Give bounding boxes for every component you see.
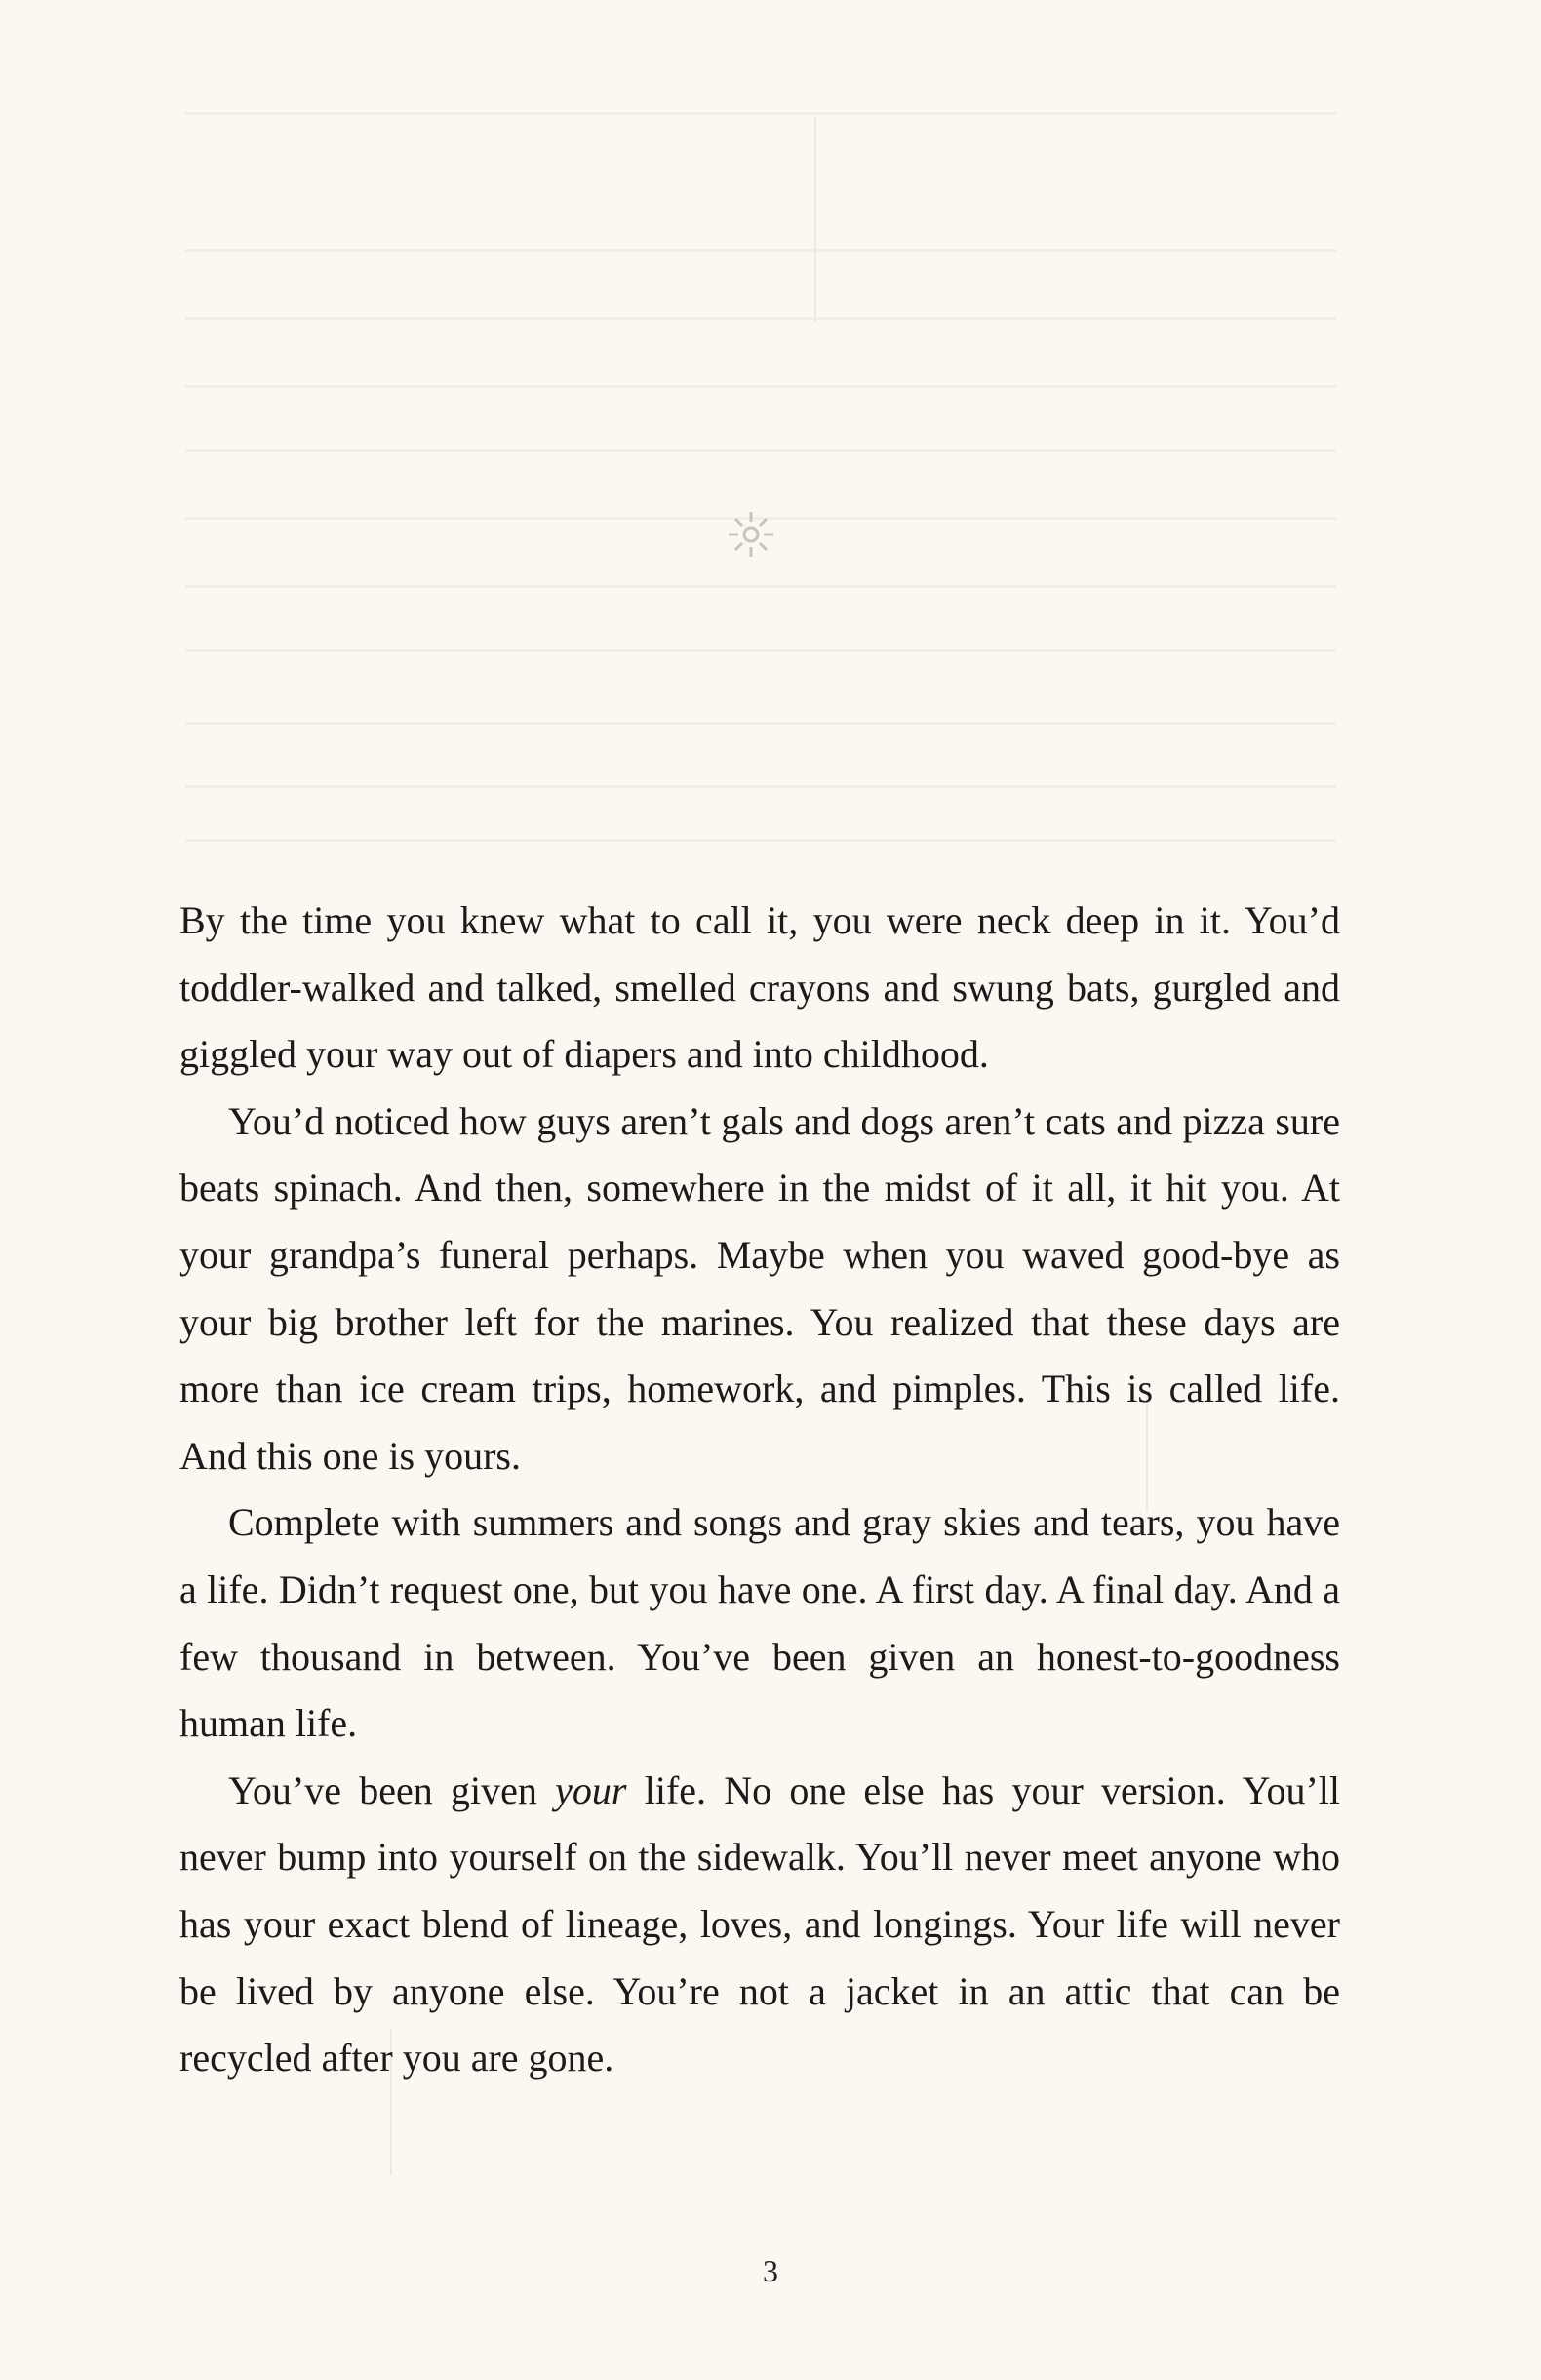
paragraph-4-rest: life. No one else has your version. You’ll never bump into yourself on the sidewalk. You’ll never meet anyone who has your exact blend of lineage, loves, and longings. Your life will never be lived by anyone else. You’re not a jacket in an attic that can be recycled after you are gone. <box>179 1767 1341 2081</box>
emphasis-word: your <box>555 1767 627 1812</box>
paragraph-1: By the time you knew what to call it, you were neck deep in it. You’d toddler-walked and talked, smelled crayons and swung bats, gurgled and giggled your way out of diapers and into childhood. <box>179 898 1340 1077</box>
paragraph-2: You’d noticed how guys aren’t gals and dogs aren’t cats and pizza sure beats spinach. And then, somewhere in the midst of it all, it hit you. At your grandpa’s funeral perhaps. Maybe when you waved good-bye as your big brother left for the marines. You realized that these days are more than ice cream trips, homework, and pimples. This is called life. And this one is yours. <box>179 1098 1340 1478</box>
paragraph-4 <box>179 1758 1340 2092</box>
flower-ornament-icon <box>726 509 776 560</box>
paragraph-3: Complete with summers and songs and gray skies and tears, you have a life. Didn’t request one, but you have one. A first day. A final day. And a few thousand in between. You’ve been given an honest-to-goodness human life. <box>179 1500 1340 1746</box>
paragraph-4-lead: You’ve been given <box>228 1767 556 1812</box>
page-number: 3 <box>763 2253 778 2288</box>
chapter-body <box>179 888 1340 2092</box>
